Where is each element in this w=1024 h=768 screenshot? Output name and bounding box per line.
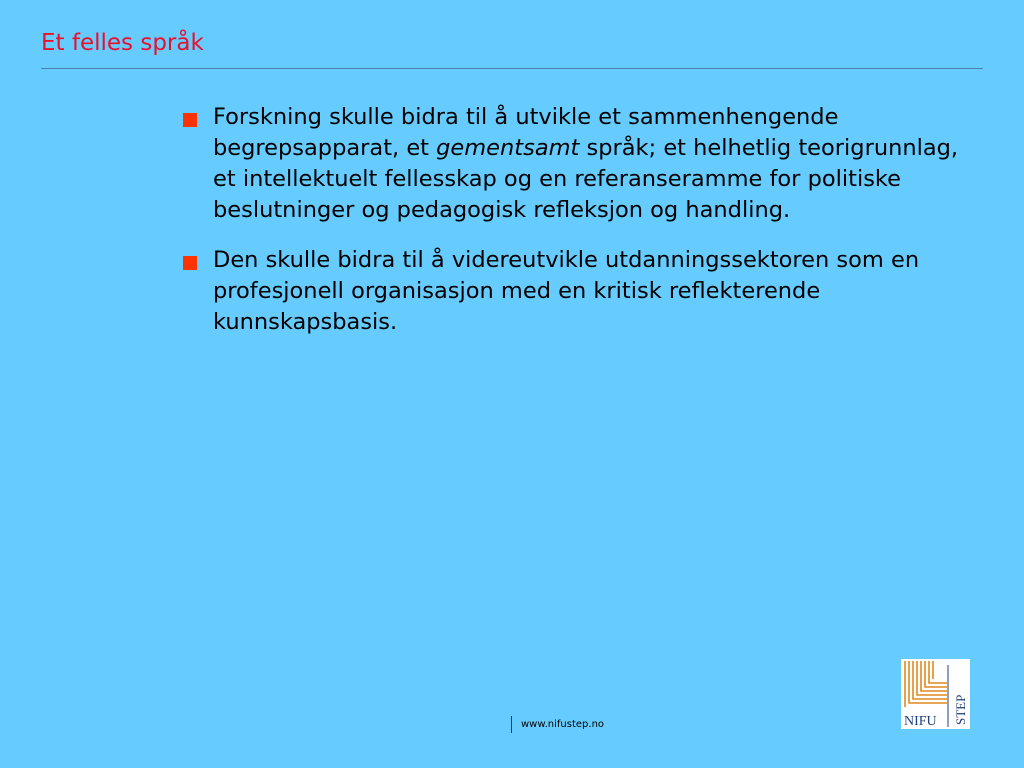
bullet-list (182, 102, 972, 357)
square-bullet-icon (183, 256, 197, 270)
logo-word-right: STEP (953, 694, 968, 725)
bullet-text-end: språk; et helhetlig teorigrunnlag, et intellektuelt fellesskap og en referanseramme for politiske beslutninger og pedagogisk refleksjon og handling. (213, 135, 959, 223)
bullet-item (182, 102, 972, 226)
bullet-text-start: Forskning skulle bidra til å utvikle et sammenhengende begrepsapparat, et (213, 104, 839, 161)
bullet-text: Den skulle bidra til å videreutvikle utdanningssektoren som en profesjonell organisasjon med en kritisk reflekterende kunnskapsbasis. (213, 247, 920, 335)
footer-url: www.nifustep.no (521, 719, 605, 730)
slide-title: Et felles språk (41, 30, 204, 56)
nifu-step-logo-graphic (901, 659, 970, 729)
bullet-item (182, 245, 972, 338)
nifu-step-logo (901, 659, 970, 729)
title-underline (41, 68, 983, 69)
logo-word-left: NIFU (904, 714, 937, 729)
bullet-text-emphasis: gementsamt (436, 135, 580, 161)
square-bullet-icon (183, 113, 197, 127)
footer-divider (511, 716, 512, 733)
